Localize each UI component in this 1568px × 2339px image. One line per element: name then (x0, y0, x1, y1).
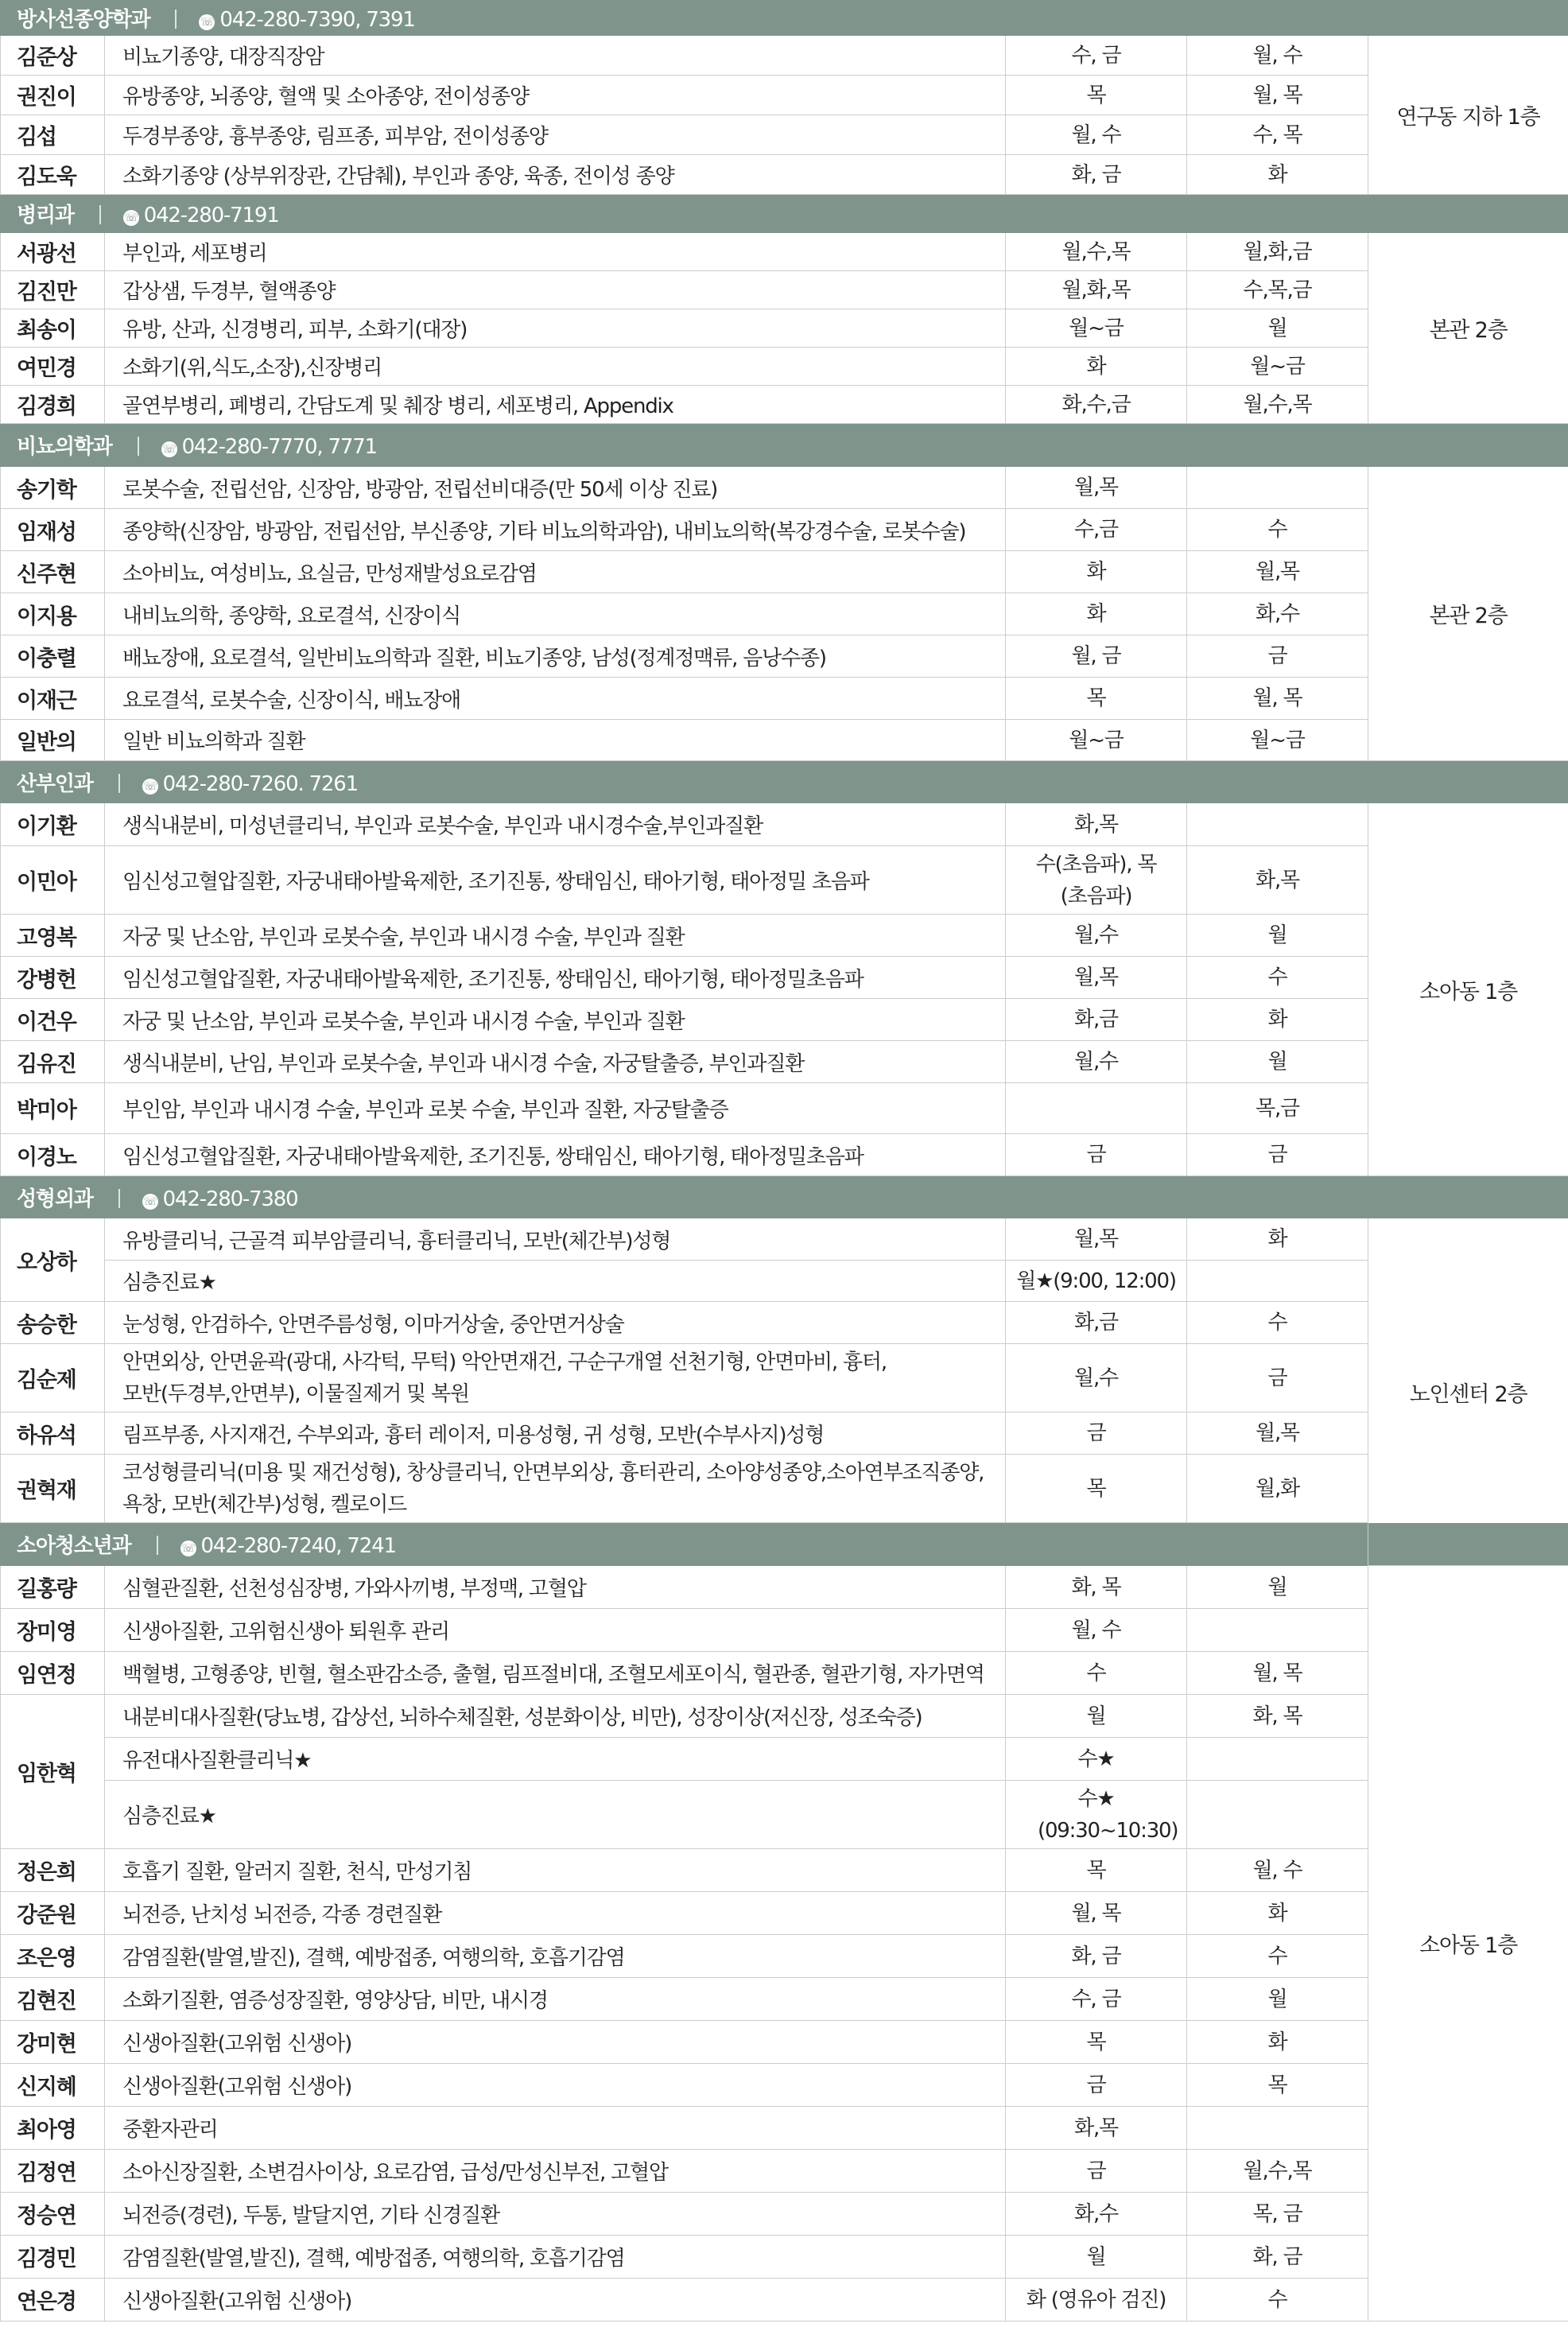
am-days: 화,수 (1006, 2193, 1187, 2236)
dept-title: 병리과 (17, 204, 74, 227)
am-days: 수★ (1006, 1738, 1187, 1781)
table-row (1, 720, 1568, 761)
pm-days: 수, 목 (1187, 115, 1368, 155)
table-row (1, 1261, 1568, 1302)
specialty: 요로결석, 로봇수술, 신장이식, 배뇨장애 (105, 678, 1006, 720)
doctor-name: 강준원 (1, 1892, 105, 1935)
doctor-name: 김진만 (1, 271, 105, 309)
doctor-name: 이지용 (1, 593, 105, 635)
table-row (1, 2150, 1568, 2193)
pm-days: 화, 목 (1187, 1695, 1368, 1738)
doctor-name: 임한혁 (1, 1695, 105, 1849)
am-days: 월~금 (1006, 309, 1187, 348)
phone-icon: ☏ (143, 779, 157, 793)
specialty: 생식내분비, 난임, 부인과 로봇수술, 부인과 내시경 수술, 자궁탈출증, 부인과질환 (105, 1041, 1006, 1083)
table-row (1, 36, 1568, 76)
doctor-name: 김순제 (1, 1344, 105, 1412)
doctor-name: 권진이 (1, 76, 105, 115)
specialty: 심층진료★ (105, 1261, 1006, 1302)
am-days: 수 (1006, 1652, 1187, 1695)
doctor-name: 강미현 (1, 2021, 105, 2064)
specialty: 호흡기 질환, 알러지 질환, 천식, 만성기침 (105, 1849, 1006, 1892)
doctor-name: 연은경 (1, 2279, 105, 2322)
am-days: 화 (1006, 593, 1187, 635)
am-days: 월,목 (1006, 467, 1187, 509)
specialty: 림프부종, 사지재건, 수부외과, 흉터 레이저, 미용성형, 귀 성형, 모반(수부사지)성형 (105, 1412, 1006, 1455)
am-days: 월 (1006, 1695, 1187, 1738)
dept-header (1, 761, 1568, 803)
phone-icon: ☏ (200, 16, 214, 29)
doctor-name: 오상하 (1, 1218, 105, 1302)
pm-days: 월,수,목 (1187, 386, 1368, 424)
specialty-line: 욕창, 모반(체간부)성형, 켈로이드 (122, 1492, 407, 1517)
divider (175, 10, 177, 29)
specialty: 소아비뇨, 여성비뇨, 요실금, 만성재발성요로감염 (105, 551, 1006, 593)
pm-days: 금 (1187, 1134, 1368, 1176)
specialty: 내분비대사질환(당뇨병, 갑상선, 뇌하수체질환, 성분화이상, 비만), 성장이상(저신장, 성조숙증) (105, 1695, 1006, 1738)
table-row (1, 2279, 1568, 2322)
divider (99, 205, 101, 224)
location: 본관 2층 (1368, 233, 1568, 424)
pm-days: 월 (1187, 1566, 1368, 1609)
pm-days: 수 (1187, 509, 1368, 551)
am-days: 월,화,목 (1006, 271, 1187, 309)
specialty: 배뇨장애, 요로결석, 일반비뇨의학과 질환, 비뇨기종양, 남성(정계정맥류, 음낭수종) (105, 635, 1006, 678)
pm-days: 월, 수 (1187, 1849, 1368, 1892)
specialty: 비뇨기종양, 대장직장암 (105, 36, 1006, 76)
table-row (1, 1781, 1568, 1849)
table-row (1, 593, 1568, 635)
divider (118, 774, 120, 793)
am-days: 월★(9:00, 12:00) (1006, 1261, 1187, 1302)
pm-days (1187, 467, 1368, 509)
table-row (1, 803, 1568, 846)
pm-days: 화 (1187, 999, 1368, 1041)
table-row (1, 999, 1568, 1041)
specialty: 부인과, 세포병리 (105, 233, 1006, 271)
am-days: 화, 목 (1006, 1566, 1187, 1609)
location: 노인센터 2층 (1368, 1218, 1568, 1566)
table-row (1, 115, 1568, 155)
am-days: 화,목 (1006, 2107, 1187, 2150)
am-days: 화,금 (1006, 999, 1187, 1041)
pm-days (1187, 2107, 1368, 2150)
am-days: 수,금 (1006, 509, 1187, 551)
table-row (1, 2236, 1568, 2279)
dept-header (1, 1523, 1568, 1566)
dept-header (1, 195, 1568, 233)
pm-days: 수 (1187, 2279, 1368, 2322)
am-days: 화, 금 (1006, 1935, 1187, 1978)
specialty: 소아신장질환, 소변검사이상, 요로감염, 급성/만성신부전, 고혈압 (105, 2150, 1006, 2193)
table-row (1, 846, 1568, 915)
location: 소아동 1층 (1368, 803, 1568, 1176)
phone-icon: ☏ (143, 1195, 157, 1208)
doctor-name: 김현진 (1, 1978, 105, 2021)
am-days: 월~금 (1006, 720, 1187, 761)
doctor-name: 임연정 (1, 1652, 105, 1695)
doctor-name: 정은희 (1, 1849, 105, 1892)
specialty: 소화기종양 (상부위장관, 간담췌), 부인과 종양, 육종, 전이성 종양 (105, 155, 1006, 195)
table-row (1, 1892, 1568, 1935)
doctor-name: 송기학 (1, 467, 105, 509)
am-days: 월,수,목 (1006, 233, 1187, 271)
am-days: 화, 금 (1006, 155, 1187, 195)
am-days: 화,수,금 (1006, 386, 1187, 424)
location: 소아동 1층 (1368, 1566, 1568, 2322)
specialty: 임신성고혈압질환, 자궁내태아발육제한, 조기진통, 쌍태임신, 태아기형, 태아정밀 초음파 (105, 846, 1006, 915)
specialty: 로봇수술, 전립선암, 신장암, 방광암, 전립선비대증(만 50세 이상 진료) (105, 467, 1006, 509)
pm-days: 월, 수 (1187, 36, 1368, 76)
am-days (1006, 1083, 1187, 1134)
am-days: 월, 수 (1006, 1609, 1187, 1652)
table-row (1, 386, 1568, 424)
table-row (1, 271, 1568, 309)
dept-title: 방사선종양학과 (17, 8, 150, 32)
dept-phone: 042-280-7380 (162, 1187, 298, 1211)
pm-days: 화 (1187, 155, 1368, 195)
doctor-name: 일반의 (1, 720, 105, 761)
pm-days: 화,수 (1187, 593, 1368, 635)
specialty: 중환자관리 (105, 2107, 1006, 2150)
doctor-name: 이민아 (1, 846, 105, 915)
specialty: 갑상샘, 두경부, 혈액종양 (105, 271, 1006, 309)
doctor-name: 서광선 (1, 233, 105, 271)
am-days: 수, 금 (1006, 1978, 1187, 2021)
am-days: 목 (1006, 678, 1187, 720)
am-days: 월,수 (1006, 1041, 1187, 1083)
pm-days (1187, 1781, 1368, 1849)
table-row (1, 635, 1568, 678)
specialty: 골연부병리, 폐병리, 간담도계 및 췌장 병리, 세포병리, Appendix (105, 386, 1006, 424)
table-row (1, 1412, 1568, 1455)
specialty: 심혈관질환, 선천성심장병, 가와사끼병, 부정맥, 고혈압 (105, 1566, 1006, 1609)
pm-days: 월, 목 (1187, 1652, 1368, 1695)
pm-days (1187, 1261, 1368, 1302)
doctor-name: 이경노 (1, 1134, 105, 1176)
pm-days: 월~금 (1187, 720, 1368, 761)
specialty: 일반 비뇨의학과 질환 (105, 720, 1006, 761)
pm-days: 수,목,금 (1187, 271, 1368, 309)
am-days: 월,목 (1006, 957, 1187, 999)
doctor-name: 김경희 (1, 386, 105, 424)
table-row (1, 1695, 1568, 1738)
table-row (1, 1302, 1568, 1344)
pm-days: 목,금 (1187, 1083, 1368, 1134)
specialty: 백혈병, 고형종양, 빈혈, 혈소판감소증, 출혈, 림프절비대, 조혈모세포이식, 혈관종, 혈관기형, 자가면역 (105, 1652, 1006, 1695)
pm-days: 화 (1187, 2021, 1368, 2064)
doctor-name: 정승연 (1, 2193, 105, 2236)
pm-days: 수 (1187, 1302, 1368, 1344)
dept-header (1, 424, 1568, 467)
doctor-name: 김섭 (1, 115, 105, 155)
doctor-name: 강병헌 (1, 957, 105, 999)
pm-days: 월 (1187, 1978, 1368, 2021)
specialty: 내비뇨의학, 종양학, 요로결석, 신장이식 (105, 593, 1006, 635)
table-row (1, 1652, 1568, 1695)
am-days: 수(초음파), 목(초음파) (1006, 846, 1187, 915)
doctor-name: 송승한 (1, 1302, 105, 1344)
specialty: 임신성고혈압질환, 자궁내태아발육제한, 조기진통, 쌍태임신, 태아기형, 태아정밀초음파 (105, 1134, 1006, 1176)
table-row (1, 467, 1568, 509)
pm-days: 수 (1187, 957, 1368, 999)
pm-days: 금 (1187, 1344, 1368, 1412)
doctor-name: 최송이 (1, 309, 105, 348)
dept-title: 비뇨의학과 (17, 435, 112, 459)
pm-days: 화 (1187, 1218, 1368, 1261)
doctor-name: 하유석 (1, 1412, 105, 1455)
pm-days: 화 (1187, 1892, 1368, 1935)
am-days: 월, 목 (1006, 1892, 1187, 1935)
pm-days: 목, 금 (1187, 2193, 1368, 2236)
specialty: 감염질환(발열,발진), 결핵, 예방접종, 여행의학, 호흡기감염 (105, 1935, 1006, 1978)
doctor-name: 이충렬 (1, 635, 105, 678)
am-days: 월, 금 (1006, 635, 1187, 678)
am-days: 수★ (09:30~10:30) (1006, 1781, 1187, 1849)
am-days: 월,수 (1006, 915, 1187, 957)
phone-icon: ☏ (124, 212, 138, 224)
am-days: 금 (1006, 2150, 1187, 2193)
am-days: 목 (1006, 1455, 1187, 1523)
specialty: 자궁 및 난소암, 부인과 로봇수술, 부인과 내시경 수술, 부인과 질환 (105, 999, 1006, 1041)
divider (157, 1536, 158, 1555)
table-row (1, 76, 1568, 115)
pm-days: 화,목 (1187, 846, 1368, 915)
pm-days: 목 (1187, 2064, 1368, 2107)
table-row (1, 678, 1568, 720)
table-row (1, 509, 1568, 551)
dept-header (1, 1, 1568, 36)
specialty: 감염질환(발열,발진), 결핵, 예방접종, 여행의학, 호흡기감염 (105, 2236, 1006, 2279)
table-row (1, 155, 1568, 195)
table-row (1, 2064, 1568, 2107)
am-days: 화,목 (1006, 803, 1187, 846)
pm-days: 월,화 (1187, 1455, 1368, 1523)
am-days: 금 (1006, 1134, 1187, 1176)
doctor-name: 이기환 (1, 803, 105, 846)
pm-days (1187, 1609, 1368, 1652)
doctor-name: 조은영 (1, 1935, 105, 1978)
am-days: 금 (1006, 2064, 1187, 2107)
doctor-name: 길홍량 (1, 1566, 105, 1609)
specialty: 생식내분비, 미성년클리닉, 부인과 로봇수술, 부인과 내시경수술,부인과질환 (105, 803, 1006, 846)
am-days: 월,수 (1006, 1344, 1187, 1412)
table-row (1, 1041, 1568, 1083)
am-days: 화 (1006, 551, 1187, 593)
table-row (1, 551, 1568, 593)
specialty-line: 안면외상, 안면윤곽(광대, 사각턱, 무턱) 악안면재건, 구순구개열 선천기형, 안면마비, 흉터, (122, 1350, 887, 1374)
am-days: 금 (1006, 1412, 1187, 1455)
specialty: 두경부종양, 흉부종양, 림프종, 피부암, 전이성종양 (105, 115, 1006, 155)
specialty: 유전대사질환클리닉★ (105, 1738, 1006, 1781)
doctor-name: 박미아 (1, 1083, 105, 1134)
table-row (1, 1849, 1568, 1892)
specialty: 자궁 및 난소암, 부인과 로봇수술, 부인과 내시경 수술, 부인과 질환 (105, 915, 1006, 957)
doctor-name: 이재근 (1, 678, 105, 720)
table-row (1, 1455, 1568, 1523)
doctor-name: 장미영 (1, 1609, 105, 1652)
specialty: 유방클리닉, 근골격 피부암클리닉, 흉터클리닉, 모반(체간부)성형 (105, 1218, 1006, 1261)
pm-days: 월~금 (1187, 348, 1368, 386)
doctor-name: 권혁재 (1, 1455, 105, 1523)
pm-days: 금 (1187, 635, 1368, 678)
doctor-name: 김유진 (1, 1041, 105, 1083)
pm-days: 월, 목 (1187, 678, 1368, 720)
table-row (1, 1935, 1568, 1978)
dept-phone: 042-280-7191 (143, 204, 279, 227)
doctor-name: 김준상 (1, 36, 105, 76)
phone-icon: ☏ (181, 1542, 195, 1555)
table-row (1, 915, 1568, 957)
specialty: 부인암, 부인과 내시경 수술, 부인과 로봇 수술, 부인과 질환, 자궁탈출증 (105, 1083, 1006, 1134)
pm-days: 월 (1187, 1041, 1368, 1083)
table-row (1, 1134, 1568, 1176)
specialty: 신생아질환(고위험 신생아) (105, 2279, 1006, 2322)
am-days: 목 (1006, 1849, 1187, 1892)
table-row (1, 1218, 1568, 1261)
doctor-name: 고영복 (1, 915, 105, 957)
doctor-name: 임재성 (1, 509, 105, 551)
specialty: 임신성고혈압질환, 자궁내태아발육제한, 조기진통, 쌍태임신, 태아기형, 태아정밀초음파 (105, 957, 1006, 999)
doctor-name: 최아영 (1, 2107, 105, 2150)
specialty (105, 1344, 1006, 1412)
table-row (1, 2021, 1568, 2064)
am-days: 목 (1006, 76, 1187, 115)
specialty: 유방, 산과, 신경병리, 피부, 소화기(대장) (105, 309, 1006, 348)
divider (118, 1189, 120, 1208)
table-row (1, 1978, 1568, 2021)
doctor-name: 김도욱 (1, 155, 105, 195)
table-row (1, 2107, 1568, 2150)
pm-days: 수 (1187, 1935, 1368, 1978)
specialty: 소화기(위,식도,소장),신장병리 (105, 348, 1006, 386)
table-row (1, 1738, 1568, 1781)
pm-days: 월,목 (1187, 1412, 1368, 1455)
dept-title: 소아청소년과 (17, 1534, 131, 1558)
pm-days (1187, 1738, 1368, 1781)
dept-title: 성형외과 (17, 1187, 93, 1211)
am-days: 화 (영유아 검진) (1006, 2279, 1187, 2322)
pm-days: 월, 목 (1187, 76, 1368, 115)
am-days: 화,금 (1006, 1302, 1187, 1344)
phone-icon: ☏ (162, 443, 176, 456)
pm-days: 월,수,목 (1187, 2150, 1368, 2193)
dept-phone: 042-280-7390, 7391 (219, 8, 415, 32)
doctor-name: 김경민 (1, 2236, 105, 2279)
specialty: 심층진료★ (105, 1781, 1006, 1849)
am-days: 월, 수 (1006, 115, 1187, 155)
pm-days: 화, 금 (1187, 2236, 1368, 2279)
table-row (1, 1609, 1568, 1652)
location: 연구동 지하 1층 (1368, 36, 1568, 195)
specialty: 유방종양, 뇌종양, 혈액 및 소아종양, 전이성종양 (105, 76, 1006, 115)
specialty (105, 1455, 1006, 1523)
pm-days: 월 (1187, 309, 1368, 348)
specialty: 신생아질환, 고위험신생아 퇴원후 관리 (105, 1609, 1006, 1652)
specialty-line: 코성형클리닉(미용 및 재건성형), 창상클리닉, 안면부외상, 흉터관리, 소아양성종양,소아연부조직종양, (122, 1460, 984, 1485)
am-days: 수, 금 (1006, 36, 1187, 76)
table-row (1, 2193, 1568, 2236)
specialty: 소화기질환, 염증성장질환, 영양상담, 비만, 내시경 (105, 1978, 1006, 2021)
dept-title: 산부인과 (17, 771, 93, 796)
pm-days: 월,화,금 (1187, 233, 1368, 271)
table-row (1, 1344, 1568, 1412)
am-days: 목 (1006, 2021, 1187, 2064)
doctor-name: 이건우 (1, 999, 105, 1041)
doctor-name: 신주현 (1, 551, 105, 593)
dept-phone: 042-280-7240, 7241 (200, 1534, 396, 1558)
location: 본관 2층 (1368, 467, 1568, 761)
dept-phone: 042-280-7770, 7771 (181, 435, 377, 459)
specialty: 눈성형, 안검하수, 안면주름성형, 이마거상술, 중안면거상술 (105, 1302, 1006, 1344)
table-row (1, 309, 1568, 348)
table-row (1, 957, 1568, 999)
doctor-name: 신지혜 (1, 2064, 105, 2107)
specialty: 신생아질환(고위험 신생아) (105, 2064, 1006, 2107)
specialty: 종양학(신장암, 방광암, 전립선암, 부신종양, 기타 비뇨의학과암), 내비뇨의학(복강경수술, 로봇수술) (105, 509, 1006, 551)
specialty-line: 모반(두경부,안면부), 이물질제거 및 복원 (122, 1381, 469, 1406)
doctor-name: 여민경 (1, 348, 105, 386)
am-days: 월,목 (1006, 1218, 1187, 1261)
am-days: 월 (1006, 2236, 1187, 2279)
table-row (1, 1566, 1568, 1609)
specialty: 신생아질환(고위험 신생아) (105, 2021, 1006, 2064)
pm-days: 월 (1187, 915, 1368, 957)
table-row (1, 348, 1568, 386)
pm-days: 월,목 (1187, 551, 1368, 593)
divider (138, 437, 139, 456)
table-row (1, 1083, 1568, 1134)
table-row (1, 233, 1568, 271)
specialty: 뇌전증, 난치성 뇌전증, 각종 경련질환 (105, 1892, 1006, 1935)
am-days: 화 (1006, 348, 1187, 386)
doctor-name: 김정연 (1, 2150, 105, 2193)
dept-header (1, 1176, 1568, 1218)
specialty: 뇌전증(경련), 두통, 발달지연, 기타 신경질환 (105, 2193, 1006, 2236)
dept-phone: 042-280-7260. 7261 (162, 771, 358, 796)
pm-days (1187, 803, 1368, 846)
